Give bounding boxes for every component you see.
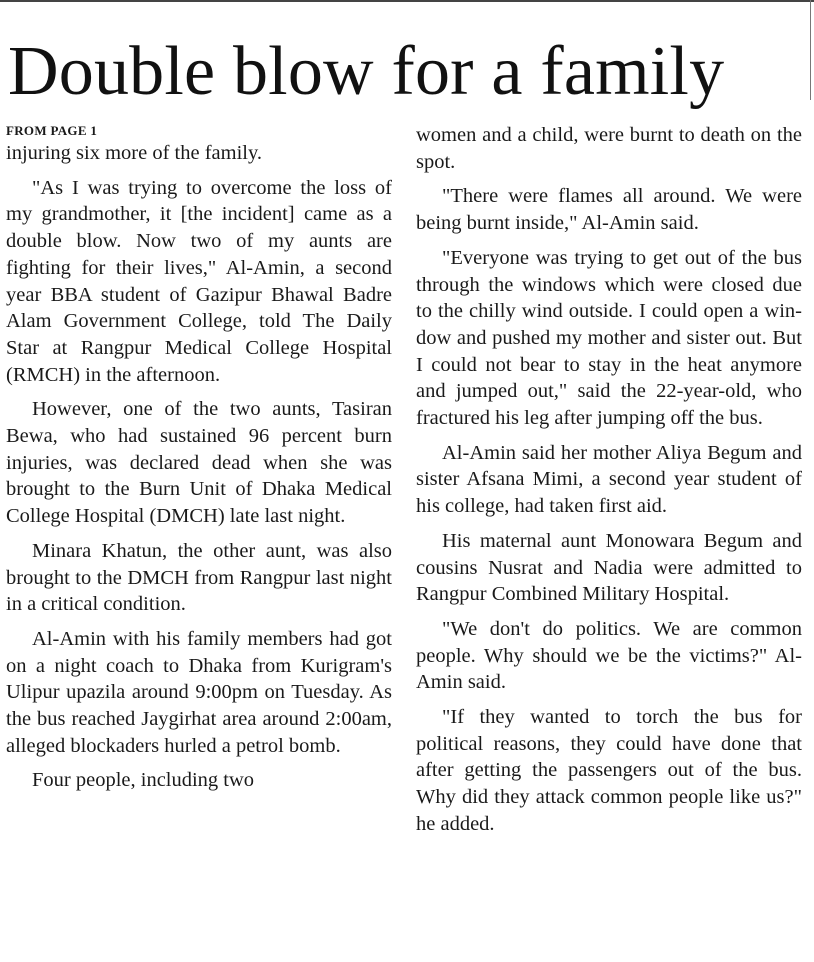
right-rule [810, 0, 811, 100]
paragraph: However, one of the two aunts, Tasiran Bewa, who had sustained 96 percent burn injuries, was declared dead when she was brought to the Burn Unit of Dhaka Medical College Hospital (DMCH) late last night. [6, 398, 392, 528]
paragraph: injuring six more of the family. [6, 142, 263, 164]
headline: Double blow for a family [8, 33, 725, 110]
top-rule [0, 0, 814, 2]
paragraph: Minara Khatun, the other aunt, was also brought to the DMCH from Rangpur last night in a critical condition. [6, 539, 392, 616]
paragraph: Four people, including two [32, 769, 255, 792]
article-column-left [6, 122, 392, 802]
paragraph: "Everyone was trying to get out of the bus through the windows which were closed due to the chilly wind outside. I could open a window and pushed my mother and sister out. But I could not bear to stay in the heat anymore and jumped out," said the 22-year-old, who fractured his leg after jumping off the bus. [416, 246, 802, 430]
paragraph: Al-Amin with his family members had got on a night coach to Dhaka from Kurigram's Ulipur upazila around 9:00pm on Tuesday. As the bus reached Jaygirhat area around 2:00am, alleged blockaders hurled a petrol bomb. [6, 627, 392, 757]
paragraph: "There were flames all around. We were being burnt inside," Al-Amin said. [416, 185, 802, 235]
continuation-kicker: FROM PAGE 1 [6, 123, 98, 138]
paragraph: His maternal aunt Monowara Begum and cousins Nusrat and Nadia were admitted to Rangpur Combined Military Hospital. [416, 529, 802, 606]
article-column-right [416, 122, 802, 846]
paragraph: "As I was trying to overcome the loss of my grandmother, it [the incident] came as a double blow. Now two of my aunts are fighting for their lives," Al-Amin, a second year BBA student of Gazipur Bhawal Badre Alam Government College, told The Daily Star at Rangpur Medical College Hospital (RMCH) in the afternoon. [6, 176, 392, 386]
paragraph: "We don't do politics. We are common people. Why should we be the victims?" Al-Amin said. [416, 617, 802, 694]
paragraph: Al-Amin said her mother Aliya Begum and sister Afsana Mimi, a second year student of his college, had taken first aid. [416, 441, 802, 518]
paragraph: women and a child, were burnt to death on the spot. [416, 124, 802, 173]
paragraph: "If they wanted to torch the bus for political reasons, they could have done that after getting the passengers out of the bus. Why did they attack common people like us?" he added. [416, 706, 802, 835]
